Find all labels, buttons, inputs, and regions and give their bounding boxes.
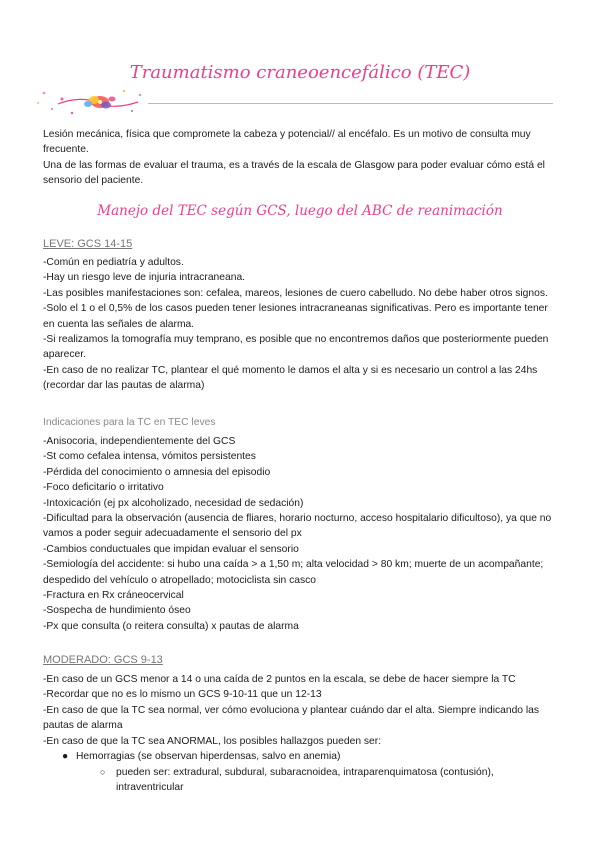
section-subtitle: Manejo del TEC según GCS, luego del ABC de reanimación (97, 203, 503, 219)
list-item: -Pérdida del conocimiento o amnesia del episodio (43, 466, 271, 478)
decorative-divider-icon (28, 85, 148, 119)
list-item: -En caso de que la TC sea normal, ver cómo evoluciona y plantear cuándo dar el alta. Siempre indicando las pautas de alarma (43, 704, 540, 732)
list-item: -Las posibles manifestaciones son: cefalea, mareos, lesiones de cuero cabelludo. No debe haber otros signos. (43, 287, 548, 299)
list-item: -Intoxicación (ej px alcoholizado, necesidad de sedación) (43, 497, 304, 509)
leve-heading: LEVE: GCS 14-15 (43, 238, 133, 250)
list-item: -En caso de no realizar TC, plantear el qué momento le damos el alta y si es necesario un control a las 24hs (recordar dar las pautas de alarma) (43, 364, 538, 392)
list-item: -Común en pediatría y adultos. (43, 257, 184, 268)
list-item: -Si realizamos la tomografía muy temprano, es posible que no encontremos daños que posteriormente pueden aparecer. (43, 334, 549, 361)
list-item: -Fractura en Rx cráneocervical (43, 590, 184, 602)
page-title: Traumatismo craneoencefálico (TEC) (129, 62, 471, 83)
bullet-item (62, 749, 556, 764)
list-item: -Foco deficitario o irritativo (43, 482, 164, 494)
bullet-dot-icon: ● (62, 751, 69, 762)
indicaciones-heading: Indicaciones para la TC en TEC leves (43, 417, 216, 428)
list-item: -Recordar que no es lo mismo un GCS 9-10-11 que un 12-13 (43, 689, 322, 701)
sub-bullet-item (100, 765, 536, 796)
moderado-list (43, 672, 561, 749)
sub-bullet-text: pueden ser: extradural, subdural, subaracnoidea, intraparenquimatosa (contusión), intraventricular (116, 767, 494, 794)
bullet-text: Hemorragias (se observan hiperdensas, salvo en anemia) (76, 751, 341, 762)
list-item: -En caso de que la TC sea ANORMAL, los posibles hallazgos pueden ser: (43, 735, 382, 747)
list-item: -Hay un riesgo leve de injuria intracraneana. (43, 272, 246, 284)
moderado-heading: MODERADO: GCS 9-13 (43, 654, 163, 666)
list-item: -Px que consulta (o reitera consulta) x pautas de alarma (43, 620, 299, 632)
indicaciones-list (43, 434, 561, 634)
hollow-circle-icon: ○ (100, 767, 106, 777)
intro-paragraph-1: Lesión mecánica, física que compromete la cabeza y potencial// al encéfalo. Es un motivo de consulta muy frecuente. (43, 129, 531, 156)
list-item: -Cambios conductuales que impidan evaluar el sensorio (43, 543, 299, 555)
list-item: -Anisocoria, independientemente del GCS (43, 436, 236, 447)
list-item: -St como cefalea intensa, vómitos persistentes (43, 451, 256, 463)
list-item: -Solo el 1 o el 0,5% de los casos pueden tener lesiones intracraneanas significativas. Pero es importante tener en cuenta las señales de alarma. (43, 303, 548, 330)
list-item: -En caso de un GCS menor a 14 o una caída de 2 puntos en la escala, se debe de hacer siempre la TC (43, 674, 516, 685)
list-item: -Sospecha de hundimiento óseo (43, 605, 191, 617)
list-item: -Dificultad para la observación (ausencia de fliares, horario nocturno, acceso hospitalario dificultoso), ya que no vamos a poder seguir adecuadamente el sensorio del px (43, 513, 552, 540)
intro-paragraph-2: Una de las formas de evaluar el trauma, es a través de la escala de Glasgow para poder evaluar cómo está el sensorio del paciente. (43, 160, 545, 187)
header-divider (148, 103, 553, 104)
list-item: -Semiología del accidente: si hubo una caída > a 1,50 m; alta velocidad > 80 km; muerte de un acompañante; despedido del vehículo o atropellado; motociclista sin casco (43, 559, 544, 586)
leve-list (43, 255, 561, 394)
